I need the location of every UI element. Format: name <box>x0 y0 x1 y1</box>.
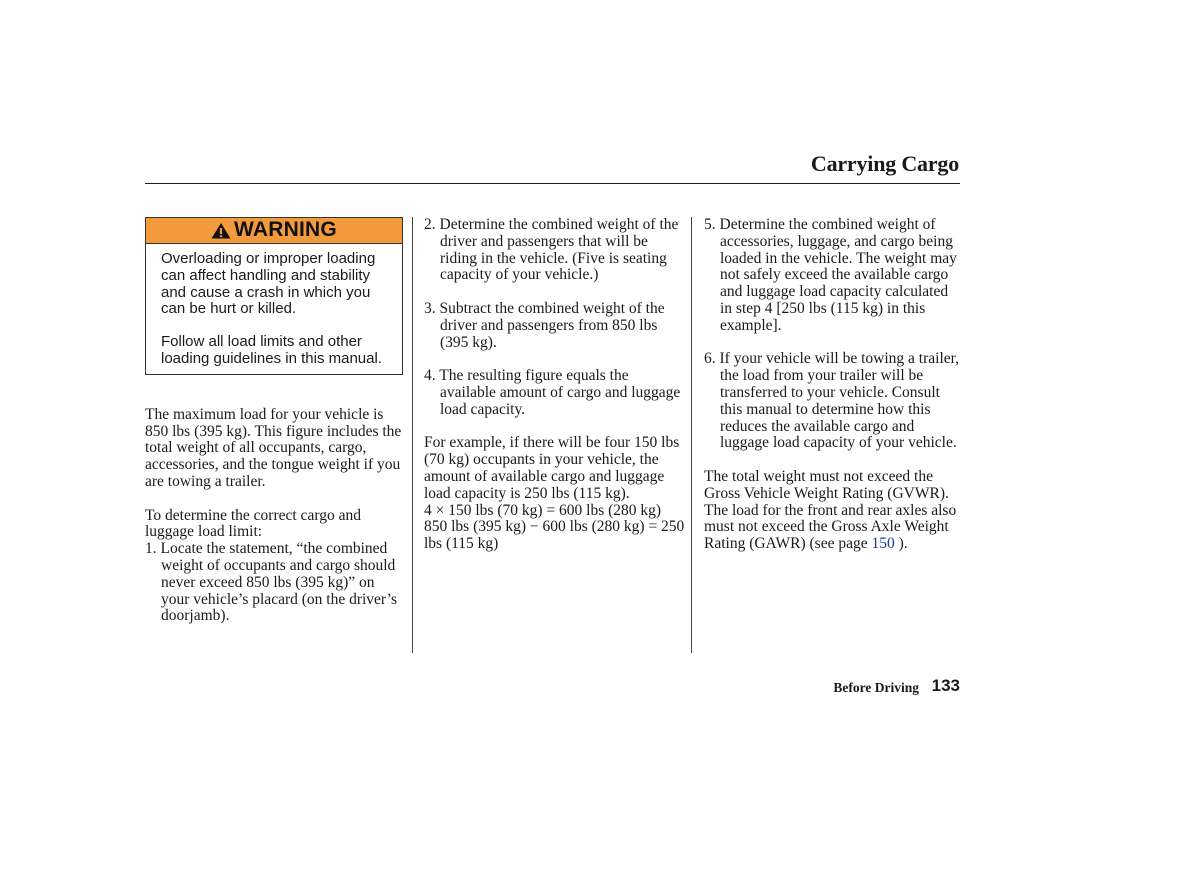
warning-triangle-icon <box>211 222 231 239</box>
page-reference-link[interactable]: 150 <box>871 535 895 553</box>
weight-rating-paragraph <box>704 469 960 553</box>
header-rule <box>145 183 960 184</box>
column-3 <box>704 217 960 553</box>
cargo-limit-intro: To determine the correct cargo and luggage load limit: <box>145 506 361 541</box>
footer-section-name: Before Driving <box>833 680 919 695</box>
step-1: 1. Locate the statement, “the combined weight of occupants and cargo should never exceed 850 lbs (395 kg)” on your vehicle’s placard (on the driver’s doorjamb). <box>145 540 398 625</box>
step-2: 2. Determine the combined weight of the driver and passengers that will be riding in the vehicle. (Five is seating capacity of your vehicle.) <box>424 216 679 284</box>
column-divider-2 <box>691 217 692 653</box>
warning-paragraph: Follow all load limits and other loading guidelines in this manual. <box>161 333 382 367</box>
weight-rating-suffix: ). <box>894 535 908 553</box>
column-divider-1 <box>412 217 413 653</box>
warning-paragraph: Overloading or improper loading can affect handling and stability and cause a crash in which you can be hurt or killed. <box>161 250 376 318</box>
warning-body <box>146 244 402 374</box>
weight-rating-text: The total weight must not exceed the Gross Vehicle Weight Rating (GVWR). The load for the front and rear axles also must not exceed the Gross Axle Weight Rating (GAWR) (see page <box>704 467 957 553</box>
warning-label: WARNING <box>234 218 337 242</box>
step-4: 4. The resulting figure equals the available amount of cargo and luggage load capacity. <box>424 367 681 418</box>
calculation-2: 850 lbs (395 kg) − 600 lbs (280 kg) = 250 lbs (115 kg) <box>424 518 685 553</box>
max-load-paragraph: The maximum load for your vehicle is 850 lbs (395 kg). This figure includes the total weight of all occupants, cargo, accessories, and the tongue weight if you are towing a trailer. <box>145 405 402 490</box>
step-5: 5. Determine the combined weight of accessories, luggage, and cargo being loaded in the vehicle. The weight may not safely exceed the available cargo and luggage load capacity calculated in step 4 [250 lbs (115 kg) in this example]. <box>704 216 957 334</box>
warning-box <box>145 217 403 375</box>
page-number: 133 <box>931 676 960 695</box>
example-paragraph: For example, if there will be four 150 lbs (70 kg) occupants in your vehicle, the amount of available cargo and luggage load capacity is 250 lbs (115 kg). <box>424 434 680 502</box>
step-6: 6. If your vehicle will be towing a trailer, the load from your trailer will be transferred to your vehicle. Consult this manual to determine how this reduces the available cargo and luggage load capacity of your vehicle. <box>704 350 960 452</box>
page-title: Carrying Cargo <box>810 151 959 176</box>
warning-header <box>146 218 402 244</box>
column-1 <box>145 217 403 625</box>
calculation-1: 4 × 150 lbs (70 kg) = 600 lbs (280 kg) <box>424 501 662 519</box>
column-2 <box>424 217 686 553</box>
step-3: 3. Subtract the combined weight of the driver and passengers from 850 lbs (395 kg). <box>424 299 665 351</box>
